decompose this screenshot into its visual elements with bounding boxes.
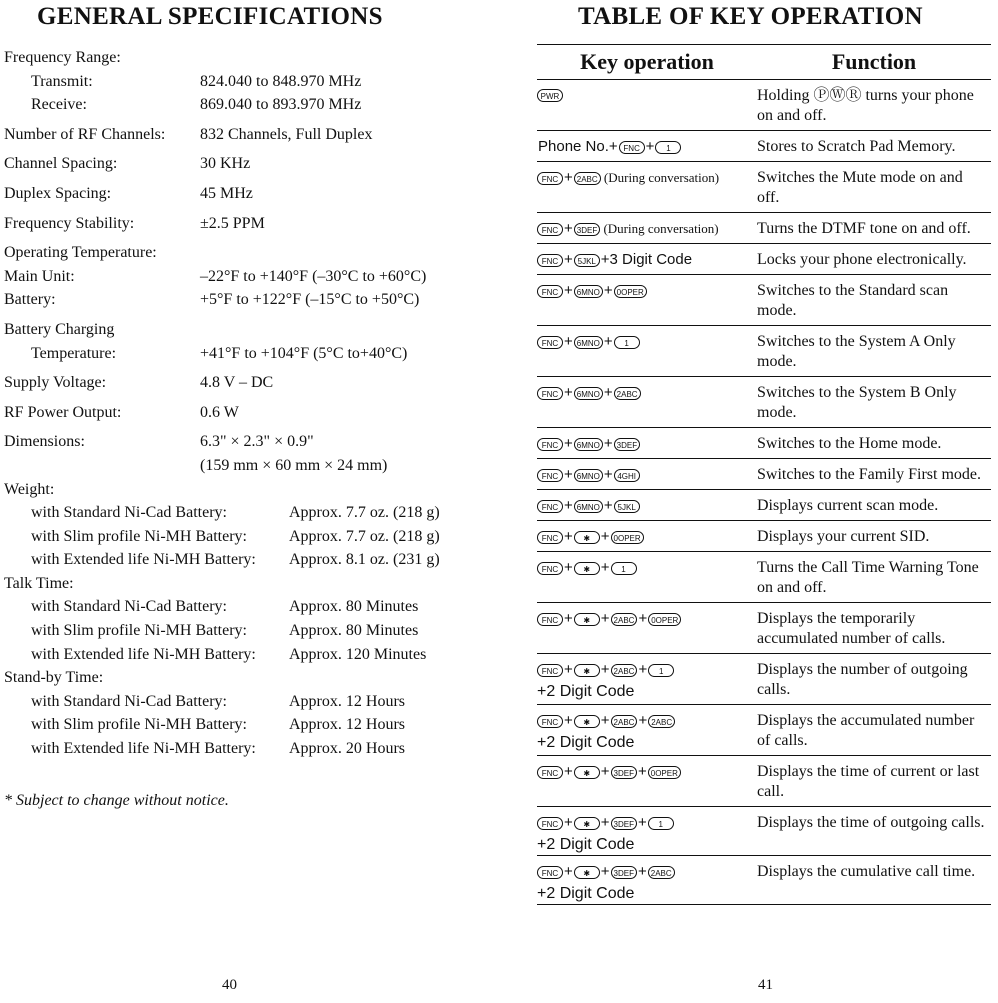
- key-sequence: [537, 377, 757, 427]
- spec-row: [4, 401, 494, 425]
- key-sequence: [537, 80, 757, 130]
- key-button-icon: FNC: [537, 223, 563, 236]
- spec-group-heading: Stand-by Time:: [4, 669, 104, 687]
- function-description: Locks your phone electronically.: [757, 251, 967, 268]
- key-sequence: [537, 131, 757, 161]
- key-text: +: [564, 814, 573, 831]
- battery-label: with Standard Ni-Cad Battery:: [31, 692, 227, 710]
- key-button-icon: 6MNO: [574, 438, 603, 451]
- spec-label: Battery Charging: [4, 320, 115, 338]
- function-description: Displays the number of outgoing calls.: [757, 661, 968, 698]
- battery-value: Approx. 12 Hours: [289, 716, 405, 734]
- spec-value: 0.6 W: [200, 403, 239, 421]
- table-row: [537, 552, 991, 603]
- key-button-icon: 2ABC: [648, 866, 675, 879]
- function-description: Stores to Scratch Pad Memory.: [757, 138, 956, 155]
- key-operation-title: TABLE OF KEY OPERATION: [578, 3, 923, 30]
- key-button-icon: ✱: [574, 866, 600, 879]
- table-row: [537, 213, 991, 244]
- spec-group-row: [4, 713, 494, 737]
- spec-group-row: [4, 737, 494, 761]
- key-text: +: [638, 661, 648, 678]
- key-button-icon: 2ABC: [648, 715, 675, 728]
- battery-label: with Extended life Ni-MH Battery:: [31, 740, 256, 758]
- key-sequence: [537, 603, 757, 653]
- key-button-icon: 6MNO: [574, 336, 603, 349]
- table-row: [537, 490, 991, 521]
- key-button-icon: 1: [648, 817, 674, 830]
- key-button-icon: 5JKL: [614, 500, 640, 513]
- key-text: +: [564, 528, 573, 545]
- table-row: [537, 807, 991, 856]
- key-sequence: [537, 756, 757, 806]
- function-description: Switches the Mute mode on and off.: [757, 169, 963, 206]
- key-sequence-suffix: +2 Digit Code: [537, 734, 635, 752]
- function-description: Switches to the Home mode.: [757, 435, 942, 452]
- key-button-icon: 0OPER: [648, 766, 681, 779]
- key-text: +: [600, 712, 610, 729]
- spec-row: [4, 265, 494, 289]
- key-sequence: [537, 807, 757, 855]
- key-sequence: [537, 705, 757, 755]
- spec-group-heading: Talk Time:: [4, 574, 74, 592]
- spec-group-row: [4, 525, 494, 549]
- key-text: +: [600, 610, 610, 627]
- key-button-icon: 6MNO: [574, 285, 603, 298]
- key-text: +: [645, 138, 655, 155]
- spec-row: [4, 182, 494, 206]
- table-row: [537, 459, 991, 490]
- table-row: [537, 275, 991, 326]
- battery-value: Approx. 80 Minutes: [289, 622, 419, 640]
- spec-value: 45 MHz: [200, 184, 253, 202]
- key-text: +: [564, 220, 573, 237]
- key-text: +: [603, 282, 613, 299]
- page-number-left: 40: [222, 977, 237, 993]
- key-text: +: [564, 384, 573, 401]
- spec-label: RF Power Output:: [4, 403, 122, 421]
- function-description: Displays your current SID.: [757, 528, 930, 545]
- spec-value: –22°F to +140°F (–30°C to +60°C): [200, 267, 427, 285]
- function-description: Switches to the System A Only mode.: [757, 333, 956, 370]
- spec-row: [4, 454, 494, 478]
- spec-label: Channel Spacing:: [4, 155, 118, 173]
- key-button-icon: FNC: [537, 285, 563, 298]
- key-button-icon: FNC: [537, 172, 563, 185]
- key-button-icon: FNC: [537, 664, 563, 677]
- key-button-icon: 6MNO: [574, 387, 603, 400]
- key-button-icon: 6MNO: [574, 500, 603, 513]
- spec-value: ±2.5 PPM: [200, 214, 265, 232]
- table-row: [537, 756, 991, 807]
- key-button-icon: 3DEF: [611, 866, 637, 879]
- key-button-icon: FNC: [537, 387, 563, 400]
- key-button-icon: FNC: [537, 336, 563, 349]
- key-sequence: [537, 490, 757, 520]
- spec-row: [4, 212, 494, 236]
- spec-value: 30 KHz: [200, 155, 251, 173]
- key-button-icon: FNC: [537, 817, 563, 830]
- spec-group-row: [4, 643, 494, 667]
- key-button-icon: ✱: [574, 562, 600, 575]
- spec-row: [4, 288, 494, 312]
- key-text: +: [603, 333, 613, 350]
- key-button-icon: ✱: [574, 817, 600, 830]
- key-note: (During conversation): [600, 221, 719, 236]
- disclaimer-note: * Subject to change without notice.: [4, 792, 229, 809]
- table-row: [537, 603, 991, 654]
- key-text: +: [564, 282, 573, 299]
- key-text: +: [564, 559, 573, 576]
- battery-value: Approx. 7.7 oz. (218 g): [289, 527, 440, 545]
- key-sequence-suffix: +2 Digit Code: [537, 683, 635, 701]
- battery-label: with Slim profile Ni-MH Battery:: [31, 716, 247, 734]
- battery-label: with Standard Ni-Cad Battery:: [31, 504, 227, 522]
- spec-row: [4, 152, 494, 176]
- function-description: Switches to the System B Only mode.: [757, 384, 957, 421]
- spec-label: Number of RF Channels:: [4, 125, 166, 143]
- battery-value: Approx. 8.1 oz. (231 g): [289, 551, 440, 569]
- key-button-icon: 2ABC: [611, 613, 638, 626]
- function-description: Displays the temporarily accumulated number of calls.: [757, 610, 946, 647]
- key-button-icon: 4GHI: [614, 469, 640, 482]
- spec-value: +41°F to +104°F (5°C to+40°C): [200, 344, 408, 362]
- key-button-icon: 1: [655, 141, 681, 154]
- function-description: Turns the DTMF tone on and off.: [757, 220, 971, 237]
- spec-value: 4.8 V – DC: [200, 374, 274, 392]
- key-button-icon: 0OPER: [614, 285, 647, 298]
- spec-label: Dimensions:: [4, 433, 85, 451]
- key-text: +: [637, 814, 647, 831]
- function-description: Displays the time of outgoing calls.: [757, 814, 985, 831]
- spec-row: [4, 318, 494, 342]
- spec-label: Battery:: [4, 291, 56, 309]
- table-row: [537, 162, 991, 213]
- key-button-icon: FNC: [537, 438, 563, 451]
- key-text: +: [564, 466, 573, 483]
- key-button-icon: 2ABC: [611, 664, 638, 677]
- key-sequence: [537, 275, 757, 325]
- spec-group-heading: Weight:: [4, 480, 55, 498]
- key-text: +: [564, 863, 573, 881]
- spec-row: [4, 342, 494, 366]
- battery-value: Approx. 120 Minutes: [289, 645, 427, 663]
- key-text: +: [603, 384, 613, 401]
- table-row: [537, 856, 991, 905]
- spec-label: Duplex Spacing:: [4, 184, 112, 202]
- key-text: +: [564, 497, 573, 514]
- key-button-icon: 2ABC: [574, 172, 601, 185]
- key-button-icon: ✱: [574, 715, 600, 728]
- battery-label: with Standard Ni-Cad Battery:: [31, 598, 227, 616]
- battery-label: with Slim profile Ni-MH Battery:: [31, 622, 247, 640]
- key-button-icon: FNC: [537, 562, 563, 575]
- key-text: Phone No.+: [538, 138, 618, 155]
- key-button-icon: 1: [611, 562, 637, 575]
- table-row: [537, 326, 991, 377]
- key-text: +: [637, 763, 647, 780]
- table-row: [537, 428, 991, 459]
- specifications-list: [4, 46, 494, 761]
- spec-row: [4, 430, 494, 454]
- key-text: +: [564, 333, 573, 350]
- key-button-icon: 2ABC: [611, 715, 638, 728]
- spec-label: Frequency Stability:: [4, 214, 135, 232]
- key-sequence: [537, 521, 757, 551]
- key-text: +: [638, 712, 648, 729]
- table-row: [537, 705, 991, 756]
- function-description: Displays the accumulated number of calls.: [757, 712, 975, 749]
- key-sequence: [537, 552, 757, 602]
- battery-value: Approx. 7.7 oz. (218 g): [289, 504, 440, 522]
- key-button-icon: 3DEF: [614, 438, 640, 451]
- table-header: [537, 44, 991, 80]
- key-text: +: [600, 814, 610, 831]
- spec-value: 6.3" × 2.3" × 0.9": [200, 433, 314, 451]
- key-sequence: [537, 856, 757, 904]
- key-text: +: [564, 169, 573, 186]
- key-text: +3 Digit Code: [600, 251, 693, 268]
- spec-label: Operating Temperature:: [4, 244, 157, 262]
- key-text: +: [600, 863, 610, 881]
- table-body: [537, 80, 991, 905]
- key-text: +: [603, 497, 613, 514]
- key-sequence: [537, 326, 757, 376]
- spec-label: Frequency Range:: [4, 49, 121, 66]
- key-sequence: [537, 459, 757, 489]
- table-row: [537, 244, 991, 275]
- key-sequence: [537, 162, 757, 212]
- key-text: +: [600, 763, 610, 780]
- key-text: +: [564, 610, 573, 627]
- battery-label: with Slim profile Ni-MH Battery:: [31, 527, 247, 545]
- table-row: [537, 131, 991, 162]
- key-button-icon: 0OPER: [648, 613, 681, 626]
- key-sequence: [537, 428, 757, 458]
- key-button-icon: ✱: [574, 664, 600, 677]
- key-button-icon: 1: [614, 336, 640, 349]
- spec-label: Receive:: [31, 96, 87, 114]
- key-button-icon: ✱: [574, 613, 600, 626]
- spec-value: +5°F to +122°F (–15°C to +50°C): [200, 291, 420, 309]
- key-text: +: [603, 435, 613, 452]
- spec-row: [4, 123, 494, 147]
- table-row: [537, 521, 991, 552]
- key-button-icon: FNC: [537, 469, 563, 482]
- key-button-icon: PWR: [537, 89, 563, 102]
- key-operation-table: [537, 44, 991, 905]
- battery-label: with Extended life Ni-MH Battery:: [31, 645, 256, 663]
- spec-label: Main Unit:: [4, 267, 75, 285]
- header-key-operation: Key operation: [580, 49, 714, 74]
- key-sequence-suffix: +2 Digit Code: [537, 885, 635, 903]
- key-button-icon: FNC: [537, 531, 563, 544]
- key-button-icon: FNC: [537, 613, 563, 626]
- key-button-icon: 3DEF: [611, 817, 637, 830]
- table-row: [537, 80, 991, 131]
- key-text: +: [603, 466, 613, 483]
- battery-value: Approx. 12 Hours: [289, 692, 405, 710]
- key-button-icon: ✱: [574, 531, 600, 544]
- key-sequence: [537, 213, 757, 243]
- spec-row: [4, 46, 494, 70]
- key-button-icon: 0OPER: [611, 531, 644, 544]
- key-button-icon: 1: [648, 664, 674, 677]
- table-row: [537, 377, 991, 428]
- key-text: +: [564, 712, 573, 729]
- function-description: Holding ⓅⓌⓇ turns your phone on and off.: [757, 87, 974, 124]
- right-page: [500, 0, 998, 1003]
- spec-group-row: [4, 619, 494, 643]
- key-text: +: [564, 435, 573, 452]
- key-sequence: [537, 654, 757, 704]
- key-button-icon: FNC: [537, 500, 563, 513]
- function-description: Switches to the Standard scan mode.: [757, 282, 949, 319]
- spec-group-row: [4, 690, 494, 714]
- key-text: +: [600, 559, 610, 576]
- function-description: Displays the time of current or last call.: [757, 763, 980, 800]
- table-row: [537, 654, 991, 705]
- key-sequence-suffix: +2 Digit Code: [537, 836, 635, 854]
- key-button-icon: 3DEF: [574, 223, 600, 236]
- key-button-icon: 6MNO: [574, 469, 603, 482]
- header-function: Function: [831, 49, 917, 74]
- key-sequence: [537, 244, 757, 274]
- function-description: Switches to the Family First mode.: [757, 466, 981, 483]
- spec-value: 869.040 to 893.970 MHz: [200, 96, 362, 114]
- spec-value: (159 mm × 60 mm × 24 mm): [200, 456, 388, 474]
- key-button-icon: 5JKL: [574, 254, 600, 267]
- key-button-icon: FNC: [619, 141, 645, 154]
- page-number-right: 41: [758, 977, 773, 993]
- key-button-icon: FNC: [537, 866, 563, 879]
- function-description: Turns the Call Time Warning Tone on and off.: [757, 559, 979, 596]
- key-text: +: [564, 763, 573, 780]
- spec-value: 824.040 to 848.970 MHz: [200, 72, 362, 90]
- key-button-icon: FNC: [537, 766, 563, 779]
- spec-group-row: [4, 548, 494, 572]
- spec-row: [4, 93, 494, 117]
- spec-value: 832 Channels, Full Duplex: [200, 125, 373, 143]
- battery-value: Approx. 80 Minutes: [289, 598, 419, 616]
- key-button-icon: FNC: [537, 254, 563, 267]
- general-specifications-title: GENERAL SPECIFICATIONS: [37, 3, 383, 30]
- key-button-icon: ✱: [574, 766, 600, 779]
- key-button-icon: 2ABC: [614, 387, 641, 400]
- spec-row: [4, 241, 494, 265]
- spec-group-row: [4, 501, 494, 525]
- key-button-icon: FNC: [537, 715, 563, 728]
- key-text: +: [638, 610, 648, 627]
- spec-group-row: [4, 595, 494, 619]
- function-description: Displays the cumulative call time.: [757, 863, 976, 881]
- battery-value: Approx. 20 Hours: [289, 740, 405, 758]
- spec-label: Transmit:: [31, 72, 93, 90]
- key-text: +: [600, 661, 610, 678]
- key-text: +: [600, 528, 610, 545]
- function-description: Displays current scan mode.: [757, 497, 939, 514]
- spec-row: [4, 371, 494, 395]
- spec-row: [4, 70, 494, 94]
- key-text: +: [637, 863, 647, 881]
- spec-label: Temperature:: [31, 344, 117, 362]
- key-text: +: [564, 251, 573, 268]
- key-button-icon: 3DEF: [611, 766, 637, 779]
- key-note: (During conversation): [600, 170, 720, 185]
- spec-label: Supply Voltage:: [4, 374, 107, 392]
- spec-label: [4, 454, 200, 478]
- key-text: +: [564, 661, 573, 678]
- battery-label: with Extended life Ni-MH Battery:: [31, 551, 256, 569]
